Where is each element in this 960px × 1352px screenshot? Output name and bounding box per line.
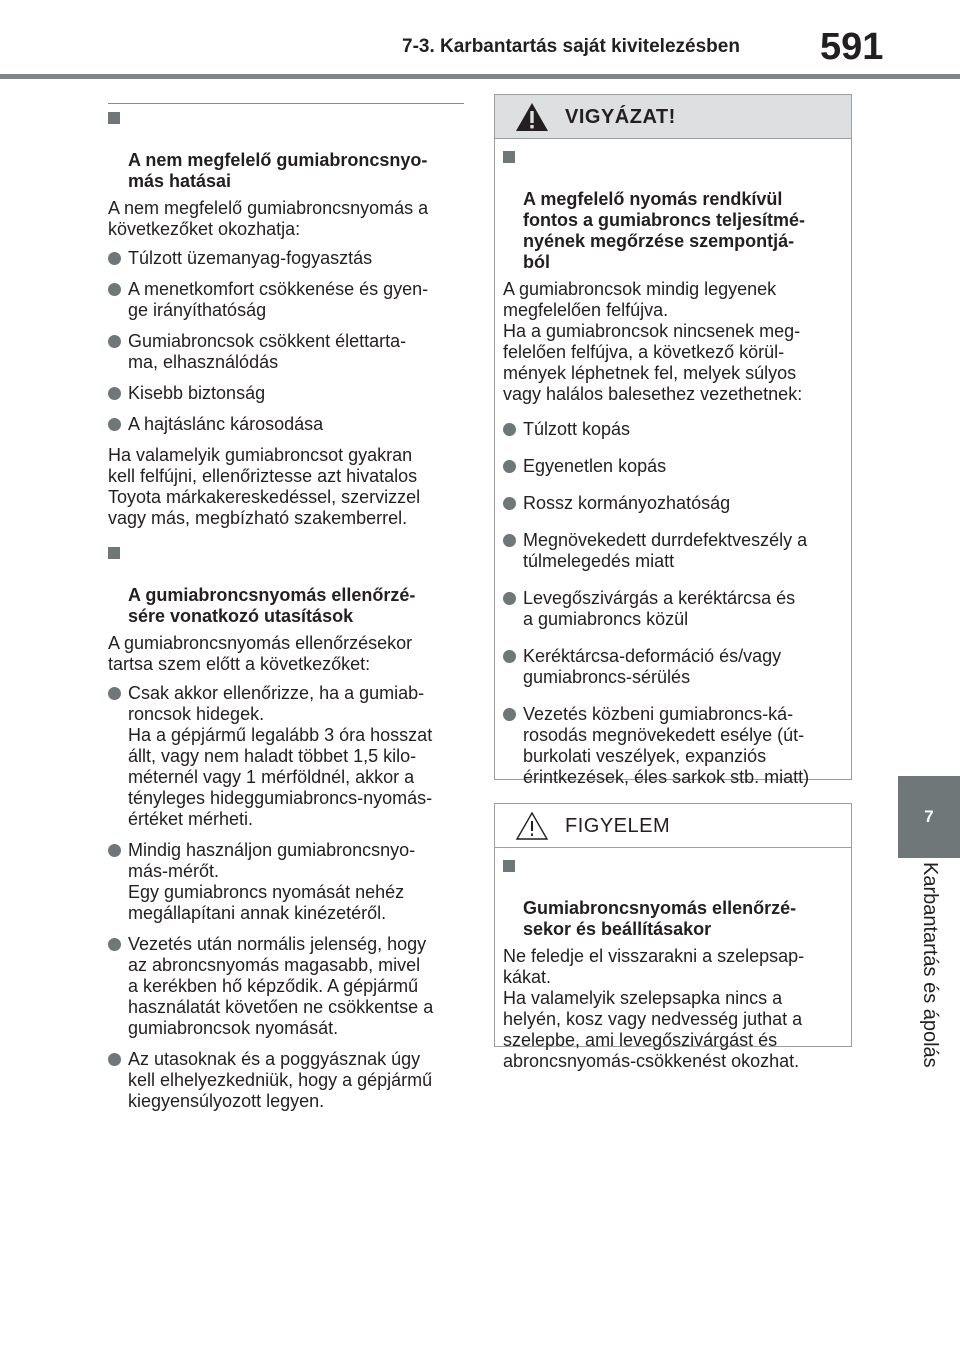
list-item (108, 383, 464, 404)
circle-bullet-icon (503, 460, 516, 473)
list-item (108, 840, 464, 924)
list-item-text: Megnövekedett durrdefektveszély a túlmelegedés miatt (523, 530, 808, 571)
list-item-text: Vezetés közbeni gumiabroncs-ká- rosodás megnövekedett esélye (út- burkolati veszélyek, expanziós érintkezések, éles sarkok stb. miatt) (523, 704, 810, 787)
list-item-text: Túlzott kopás (523, 419, 631, 439)
page-number: 591 (820, 26, 884, 68)
warning-box-header (495, 95, 851, 139)
list-item (503, 419, 841, 440)
circle-bullet-icon (503, 497, 516, 510)
square-bullet-icon (503, 860, 515, 872)
list-item (503, 704, 841, 788)
circle-bullet-icon (108, 387, 121, 400)
list-item-text: A hajtáslánc károsodása (128, 414, 324, 434)
circle-bullet-icon (503, 423, 516, 436)
section-heading (108, 108, 464, 192)
notice-heading-text: Gumiabroncsnyomás ellenőrzé- sekor és beállításakor (523, 898, 797, 939)
circle-bullet-icon (108, 938, 121, 951)
notice-heading (503, 856, 841, 940)
circle-bullet-icon (503, 708, 516, 721)
section-heading-text: A nem megfelelő gumiabroncsnyo- más hatásai (128, 150, 428, 191)
warning-title: VIGYÁZAT! (565, 106, 676, 128)
square-bullet-icon (108, 112, 120, 124)
warning-triangle-icon (515, 102, 549, 132)
list-item-text: Egyenetlen kopás (523, 456, 667, 476)
list-item-text: Keréktárcsa-deformáció és/vagy gumiabroncs-sérülés (523, 646, 782, 687)
list-item (108, 279, 464, 321)
notice-paragraph: Ne feledje el visszarakni a szelepsap- kákat. Ha valamelyik szelepsapka nincs a helyén, kosz vagy nedvesség juthat a szelepbe, ami levegőszivárgást és abroncsnyomás-csökkenést okozhat. (503, 946, 805, 1071)
section-heading (108, 543, 464, 627)
circle-bullet-icon (108, 844, 121, 857)
notice-box-body (495, 848, 851, 1072)
list-item-text: Az utasoknak és a poggyásznak úgy kell elhelyezkedniük, hogy a gépjármű kiegyensúlyozott legyen. (128, 1049, 433, 1111)
header-rule (0, 74, 960, 79)
list-item (108, 331, 464, 373)
circle-bullet-icon (108, 1053, 121, 1066)
list-item-text: Levegőszivárgás a keréktárcsa és a gumiabroncs közül (523, 588, 796, 629)
list-item (108, 414, 464, 435)
square-bullet-icon (503, 151, 515, 163)
list-item (503, 530, 841, 572)
list-item-text: Vezetés után normális jelenség, hogy az abroncsnyomás magasabb, mivel a kerékben hő képződik. A gépjármű használatát követően ne csökkentse a gumiabroncsok nyomását. (128, 934, 434, 1038)
list-item-text: Kisebb biztonság (128, 383, 266, 403)
chapter-tab[interactable] (898, 776, 960, 858)
circle-bullet-icon (108, 335, 121, 348)
circle-bullet-icon (108, 687, 121, 700)
warning-paragraph: A gumiabroncsok mindig legyenek megfelelően felfújva. Ha a gumiabroncsok nincsenek meg- felelően felfújva, a következő körül- mények léphetnek fel, melyek súlyos vagy halálos balesethez vezethetnek: (503, 279, 803, 404)
chapter-title: Karbantartás és ápolás (919, 862, 941, 1068)
list-item (108, 1049, 464, 1112)
list-item (108, 683, 464, 830)
list-item (503, 646, 841, 688)
list-item-text: Rossz kormányozhatóság (523, 493, 731, 513)
square-bullet-icon (108, 547, 120, 559)
list-item-text: Csak akkor ellenőrizze, ha a gumiab- roncsok hidegek. Ha a gépjármű legalább 3 óra hosszat állt, vagy nem haladt többet 1,5 kilo- méternél vagy 1 mérföldnél, akkor a tényleges hideggumiabroncs-nyomás- értéket mérheti. (128, 683, 433, 829)
section-title: 7-3. Karbantartás saját kivitelezésben (402, 36, 740, 57)
list-item-text: Mindig használjon gumiabroncsnyo- más-mérőt. Egy gumiabroncs nyomását nehéz megállapítani annak kinézetéről. (128, 840, 416, 923)
warning-heading (503, 147, 841, 273)
paragraph: Ha valamelyik gumiabroncsot gyakran kell felfújni, ellenőriztesse azt hivatalos Toyota márkakereskedéssel, szervizzel vagy más, megbízható szakemberrel. (108, 445, 421, 528)
paragraph: A nem megfelelő gumiabroncsnyomás a következőket okozhatja: (108, 198, 429, 239)
list-item-text: A menetkomfort csökkenése és gyen- ge irányíthatóság (128, 279, 429, 320)
section-heading-text: A gumiabroncsnyomás ellenőrzé- sére vonatkozó utasítások (128, 585, 416, 626)
list-item-text: Túlzott üzemanyag-fogyasztás (128, 248, 373, 268)
left-column (108, 103, 464, 1122)
list-item (503, 588, 841, 630)
list-item (503, 456, 841, 477)
circle-bullet-icon (503, 534, 516, 547)
list-item (108, 248, 464, 269)
chapter-label (898, 862, 960, 1092)
paragraph: A gumiabroncsnyomás ellenőrzésekor tartsa szem előtt a következőket: (108, 633, 413, 674)
warning-box-body (495, 139, 851, 788)
caution-triangle-icon (515, 811, 549, 841)
warning-box (494, 94, 852, 787)
circle-bullet-icon (108, 252, 121, 265)
circle-bullet-icon (108, 283, 121, 296)
warning-heading-text: A megfelelő nyomás rendkívül fontos a gumiabroncs teljesítmé- nyének megőrzése szempontjá- ból (523, 189, 806, 272)
circle-bullet-icon (108, 418, 121, 431)
notice-box-header (495, 804, 851, 848)
notice-box (494, 803, 852, 1071)
list-item (108, 934, 464, 1039)
chapter-number: 7 (924, 807, 934, 826)
circle-bullet-icon (503, 592, 516, 605)
list-item-text: Gumiabroncsok csökkent élettarta- ma, elhasználódás (128, 331, 407, 372)
section-divider (108, 103, 464, 104)
list-item (503, 493, 841, 514)
notice-title: FIGYELEM (565, 815, 671, 837)
circle-bullet-icon (503, 650, 516, 663)
